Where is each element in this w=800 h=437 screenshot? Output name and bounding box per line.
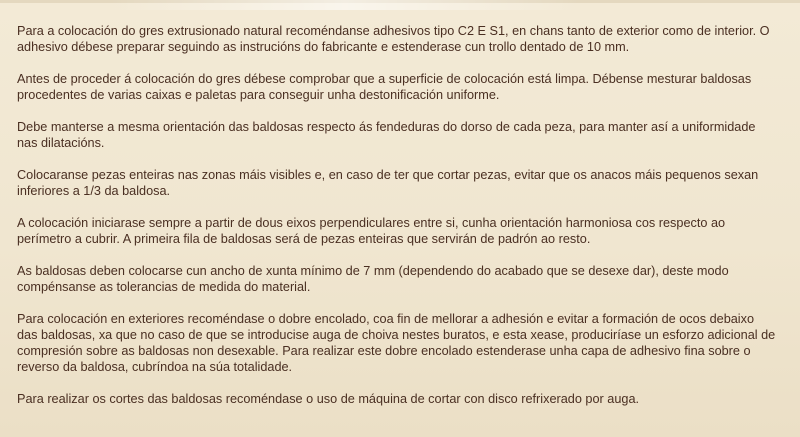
instructions-text-block (17, 23, 777, 423)
paragraph-cutting-pieces: Colocaranse pezas enteiras nas zonas máis visibles e, en caso de ter que cortar pezas, evitar que os anacos máis pequenos sexan inferiores a 1/3 da baldosa. (17, 168, 759, 198)
paragraph-cutting-tool: Para realizar os cortes das baldosas recoméndase o uso de máquina de cortar con disco refrixerado por auga. (17, 392, 640, 406)
paragraph-double-gluing: Para colocación en exteriores recoméndase o dobre encolado, coa fin de mellorar a adhesión e evitar a formación de ocos debaixo das baldosas, xa que no caso de que se introducise auga de choiva nestes buratos, e esta xease, produciríase un esforzo adicional de compresión sobre as baldosas non desexable. Para realizar este dobre encolado estenderase unha capa de adhesivo fina sobre o reverso da baldosa, cubríndoa na súa totalidade. (17, 312, 776, 374)
paragraph-orientation: Debe manterse a mesma orientación das baldosas respecto ás fendeduras do dorso de cada peza, para manter así a uniformidade nas dilatacións. (17, 120, 756, 150)
paragraph-adhesive: Para a colocación do gres extrusionado natural recoméndanse adhesivos tipo C2 E S1, en chans tanto de exterior como de interior. O adhesivo débese preparar seguindo as instrucións do fabricante e estenderase cun trollo dentado de 10 mm. (17, 24, 770, 54)
top-highlight (110, 0, 580, 10)
paragraph-axes: A colocación iniciarase sempre a partir de dous eixos perpendiculares entre si, cunha orientación harmoniosa cos respecto ao perímetro a cubrir. A primeira fila de baldosas será de pezas enteiras que servirán de padrón ao resto. (17, 216, 726, 246)
paragraph-surface-preparation: Antes de proceder á colocación do gres débese comprobar que a superficie de colocación está limpa. Débense mesturar baldosas procedentes de varias caixas e paletas para conseguir unha destonificación uniforme. (17, 72, 752, 102)
paragraph-joint-width: As baldosas deben colocarse cun ancho de xunta mínimo de 7 mm (dependendo do acabado que se desexe dar), deste modo compénsanse as tolerancias de medida do material. (17, 264, 729, 294)
